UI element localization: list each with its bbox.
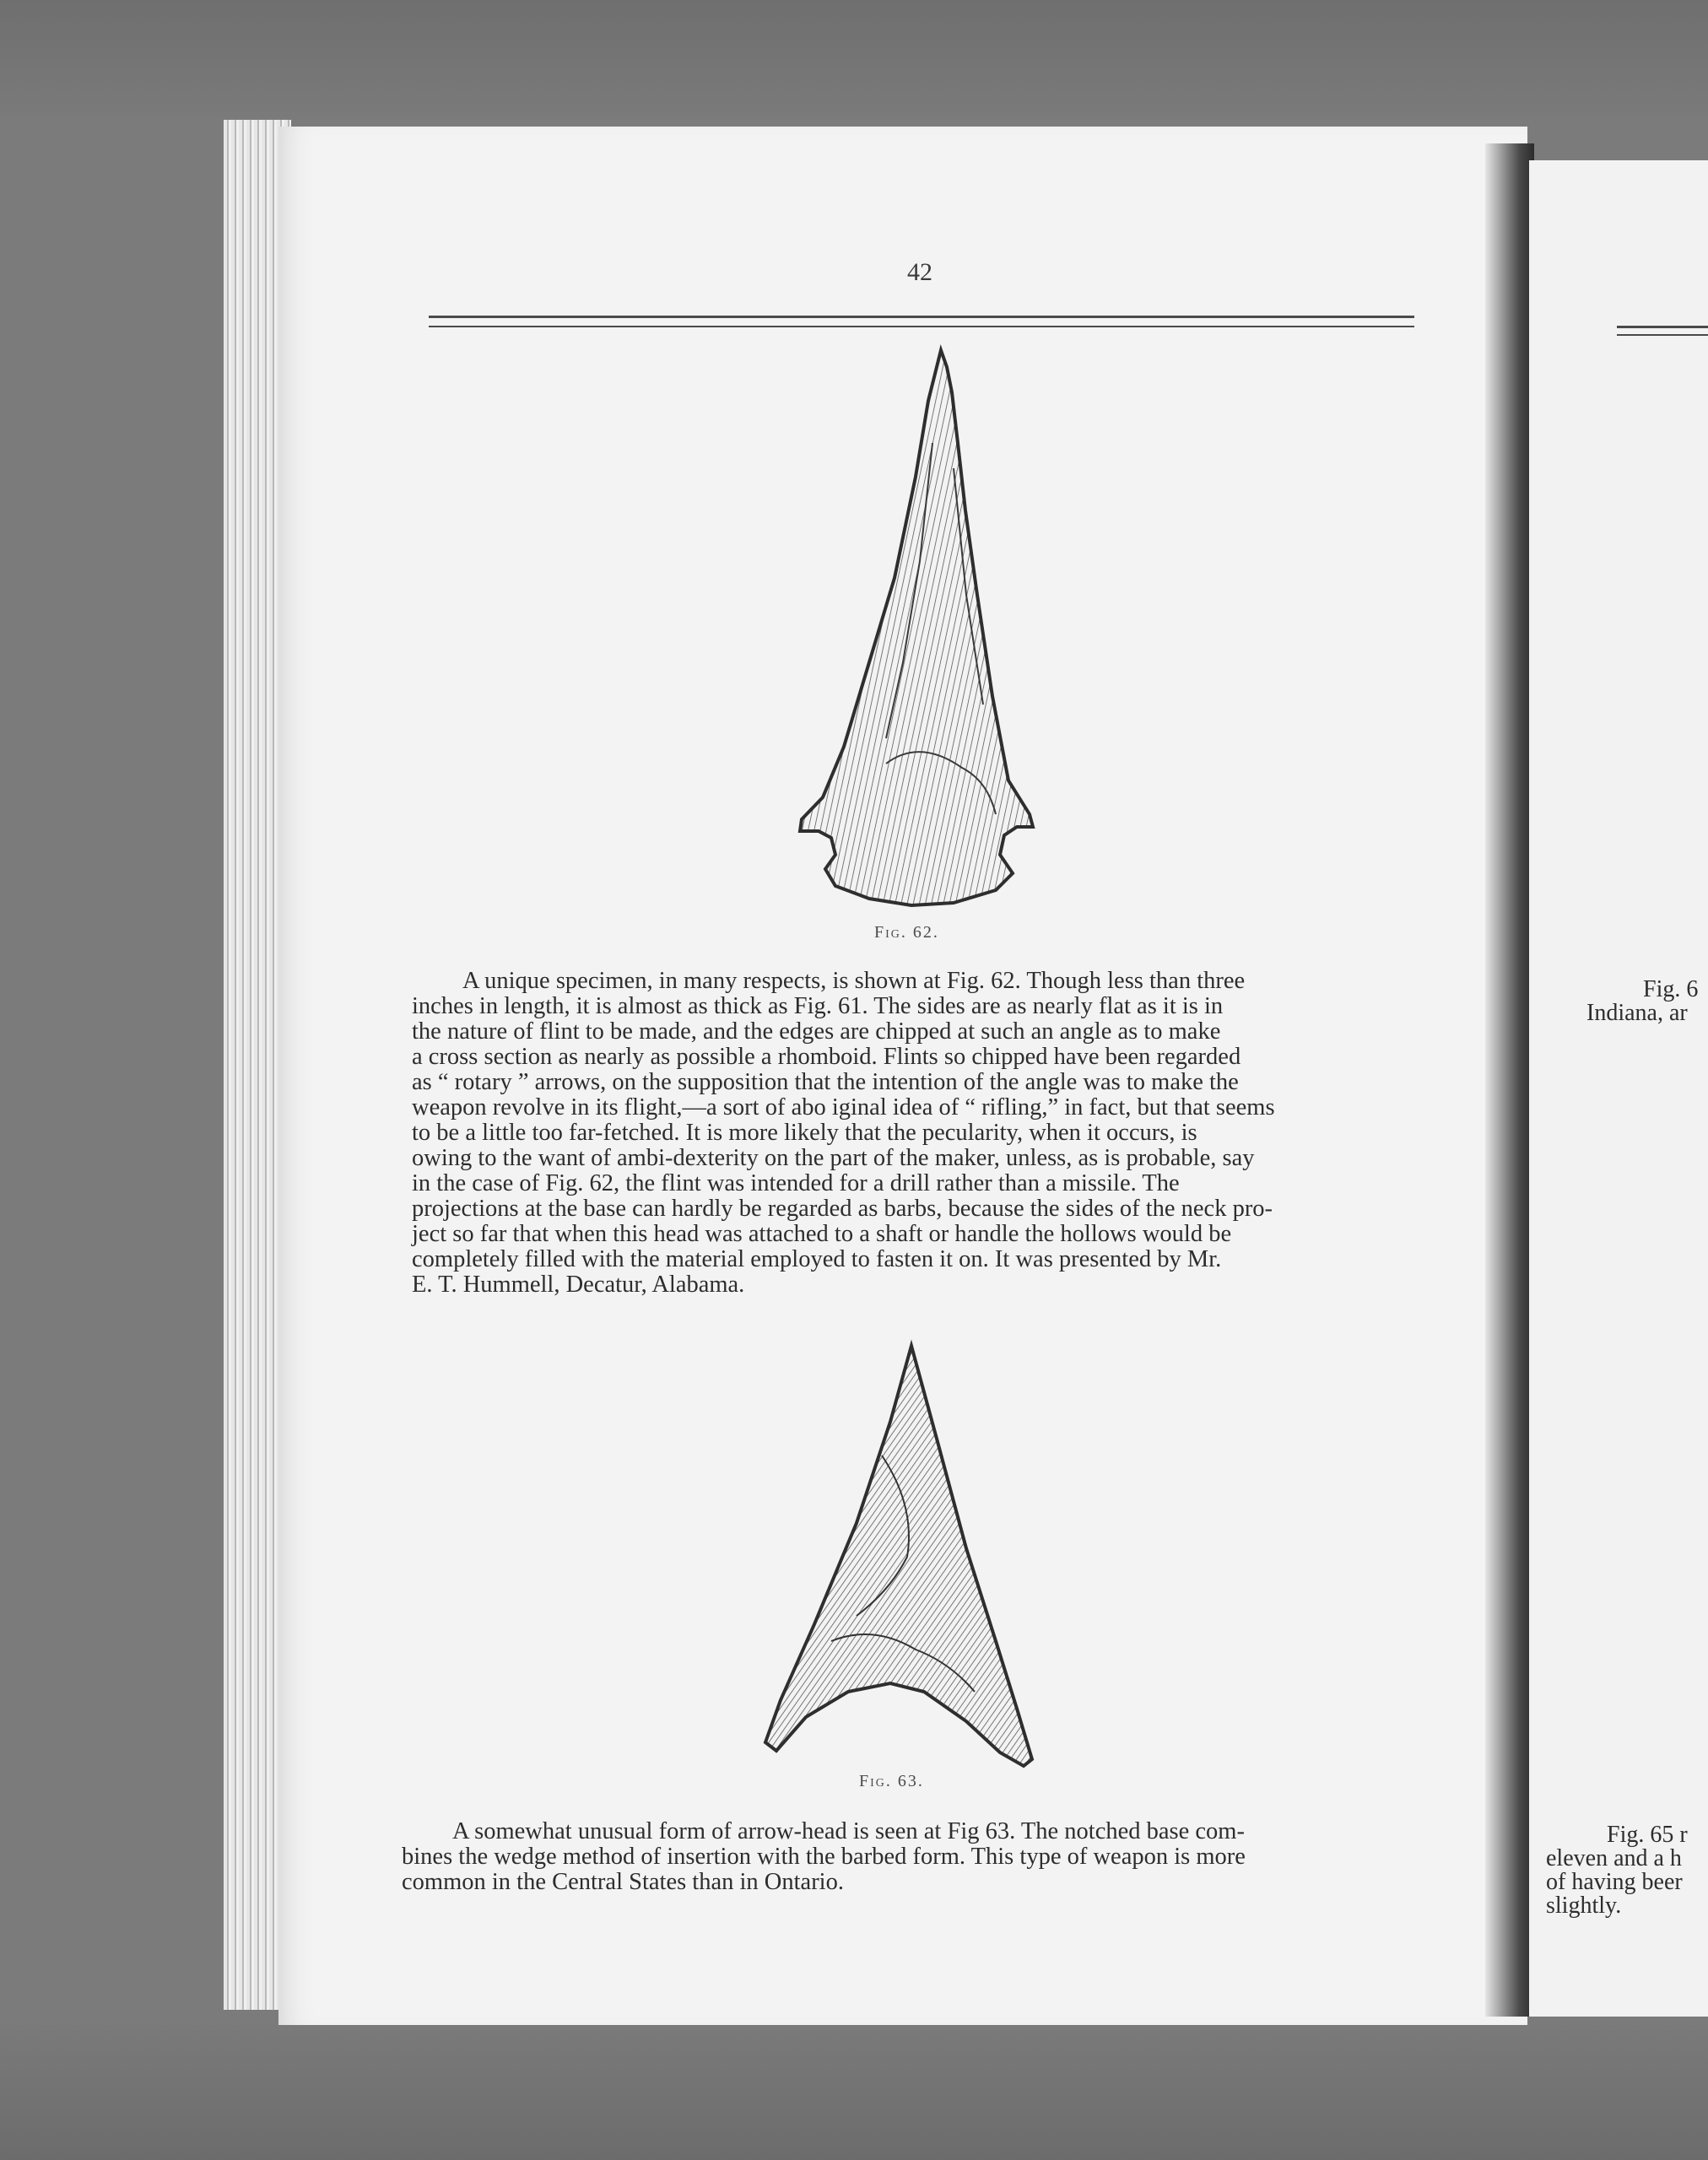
scan-background-bottom [0,2025,1708,2160]
paragraph-line: common in the Central States than in Ontario. [402,1869,844,1895]
right-fragment-line: Fig. 6 [1643,977,1699,1002]
paragraph-fig-63-body [402,1844,1394,1895]
scan-background-top [0,0,1708,118]
right-fragment-line: Fig. 65 r [1607,1822,1688,1848]
paragraph-line: E. T. Hummell, Decatur, Alabama. [412,1272,745,1298]
paragraph-line: projections at the base can hardly be regarded as barbs, because the sides of the neck pro- [412,1196,1273,1222]
paragraph-fig-63 [402,1819,1394,1844]
right-fragment-line: of having beer [1546,1869,1683,1895]
right-page [1529,160,1708,2017]
paragraph-line: completely filled with the material employed to fasten it on. It was presented by Mr. [412,1246,1222,1272]
paragraph-line: owing to the want of ambi-dexterity on the part of the maker, unless, as is probable, say [412,1145,1255,1171]
barbed-arrowhead-illustration [755,1337,1042,1776]
right-page-rule-thin [1617,334,1708,336]
paragraph-line: the nature of flint to be made, and the edges are chipped at such an angle as to make [412,1018,1221,1045]
right-page-rule-thick [1617,326,1708,328]
paragraph-line: inches in length, it is almost as thick as Fig. 61. The sides are as nearly flat as it is in [412,993,1224,1019]
paragraph-line: bines the wedge method of insertion with the barbed form. This type of weapon is more [402,1844,1246,1870]
paragraph-line: in the case of Fig. 62, the flint was intended for a drill rather than a missile. The [412,1170,1180,1196]
figure-63-caption: Fig. 63. [859,1772,924,1790]
paragraph-line: A unique specimen, in many respects, is shown at Fig. 62. Though less than three [462,968,1246,994]
right-fragment-line: slightly. [1546,1893,1622,1919]
right-fragment-line: Indiana, ar [1586,1000,1688,1026]
right-page-text-upper [1529,977,1708,1036]
paragraph-line: to be a little too far-fetched. It is more likely that the pecularity, when it occurs, is [412,1120,1197,1146]
figure-62-caption: Fig. 62. [874,923,939,942]
paragraph-line: ject so far that when this head was attached to a shaft or handle the hollows would be [412,1221,1232,1247]
header-rule-thick [429,316,1414,318]
paragraph-fig-62-body [412,994,1404,1298]
right-page-text-lower [1529,1822,1708,1932]
paragraph-line: A somewhat unusual form of arrow-head is seen at Fig 63. The notched base com- [452,1818,1245,1844]
page-number: 42 [907,258,932,286]
paragraph-line: as “ rotary ” arrows, on the supposition that the intention of the angle was to make the [412,1069,1239,1095]
header-rule-thin [429,326,1414,327]
book-gutter [1485,143,1534,2017]
right-fragment-line: eleven and a h [1546,1845,1682,1871]
notched-arrowhead-illustration [785,342,1046,915]
paragraph-line: weapon revolve in its flight,—a sort of abo iginal idea of “ rifling,” in fact, but that seems [412,1094,1275,1120]
paragraph-line: a cross section as nearly as possible a rhomboid. Flints so chipped have been regarded [412,1044,1241,1070]
paragraph-fig-62 [412,969,1404,994]
